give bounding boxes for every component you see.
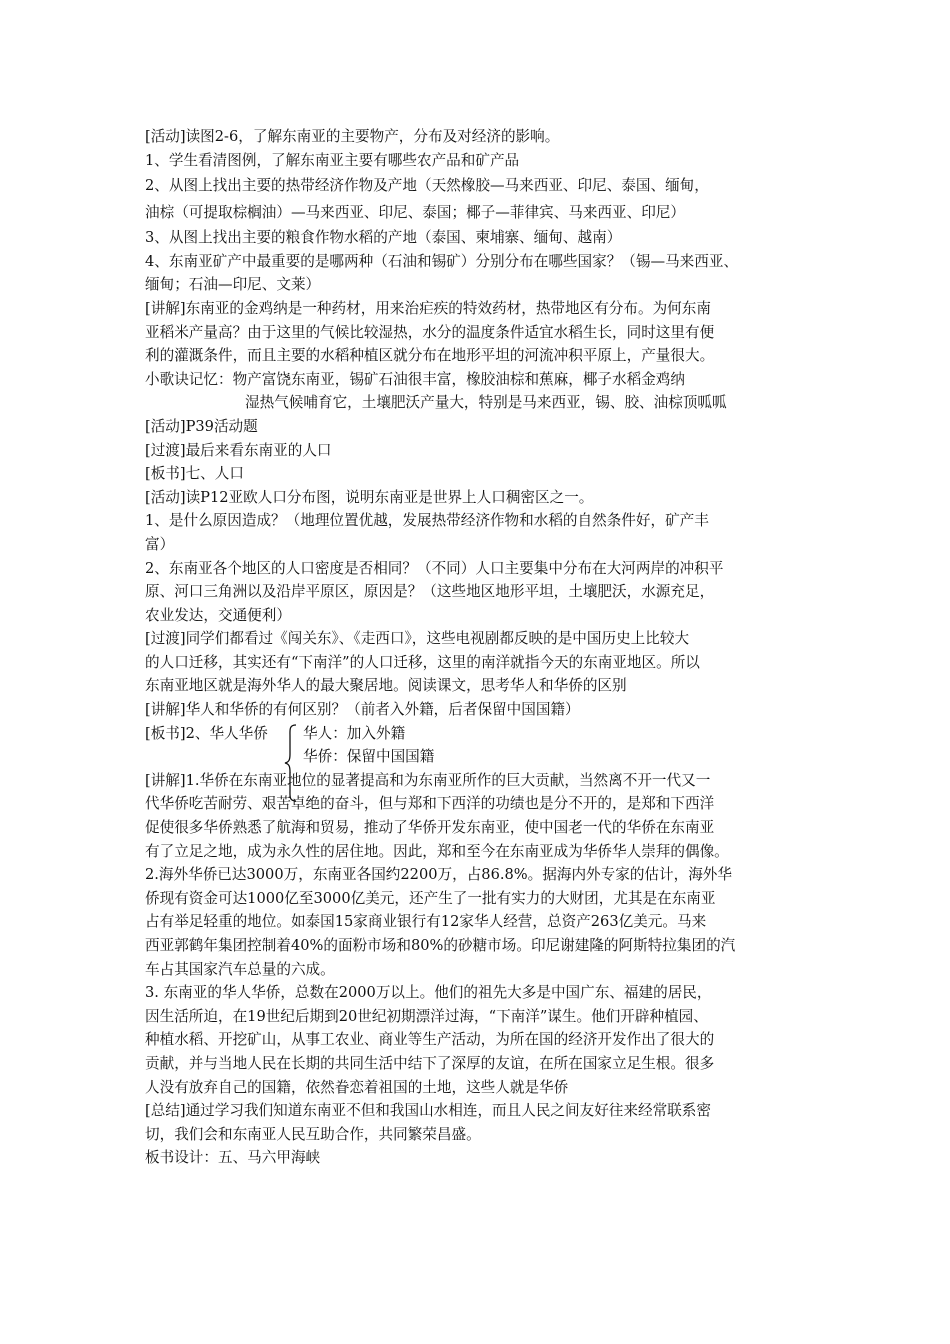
text-line: 板书设计：五、马六甲海峡 (145, 1149, 321, 1167)
text-line: [总结]通过学习我们知道东南亚不但和我国山水相连，而且人民之间友好往来经常联系密 (145, 1102, 711, 1120)
board-item-huaren: 华人：加入外籍 (303, 724, 406, 742)
text-line: 代华侨吃苦耐劳、艰苦卓绝的奋斗，但与郑和下西洋的功绩也是分不开的，是郑和下西洋 (145, 795, 715, 813)
text-line: 侨现有资金可达1000亿至3000亿美元，还产生了一批有实力的大财团，尤其是在东南亚 (145, 889, 716, 907)
curly-brace-icon (283, 724, 299, 802)
text-line: [活动]读P12亚欧人口分布图，说明东南亚是世界上人口稠密区之一。 (145, 488, 594, 506)
text-line: [活动]读图2-6，了解东南亚的主要物产，分布及对经济的影响。 (145, 128, 560, 145)
text-line: 油棕（可提取棕榈油）—马来西亚、印尼、泰国；椰子—菲律宾、马来西亚、印尼） (145, 204, 685, 222)
text-line: 1、是什么原因造成？（地理位置优越，发展热带经济作物和水稻的自然条件好，矿产丰 (145, 512, 709, 530)
mnemonic-line: 小歌诀记忆：物产富饶东南亚，锡矿石油很丰富，橡胶油棕和蕉麻，椰子水稻金鸡纳 (145, 370, 685, 388)
mnemonic-line: 湿热气候哺育它，土壤肥沃产量大，特别是马来西亚，锡、胶、油棕顶呱呱 (245, 394, 727, 412)
text-line: 3. 东南亚的华人华侨，总数在2000万以上。他们的祖先大多是中国广东、福建的居民， (145, 984, 712, 1002)
text-line: 促使很多华侨熟悉了航海和贸易，推动了华侨开发东南亚，使中国老一代的华侨在东南亚 (145, 819, 715, 837)
text-line: [板书]七、人口 (145, 465, 244, 483)
board-item-huaqiao: 华侨：保留中国国籍 (303, 748, 435, 766)
text-line: [活动]P39活动题 (145, 417, 258, 435)
text-line: 种植水稻、开挖矿山，从事工农业、商业等生产活动，为所在国的经济开发作出了很大的 (145, 1031, 715, 1049)
text-line: 富） (145, 535, 175, 553)
text-line: 有了立足之地，成为永久性的居住地。因此，郑和至今在东南亚成为华侨华人崇拜的偶像。 (145, 842, 729, 860)
text-line: 3、从图上找出主要的粮食作物水稻的产地（泰国、柬埔寨、缅甸、越南） (145, 229, 622, 247)
text-line: 4、东南亚矿产中最重要的是哪两种（石油和锡矿）分别分布在哪些国家？（锡—马来西亚、 (145, 252, 739, 270)
text-line: 贡献，并与当地人民在长期的共同生活中结下了深厚的友谊，在所在国家立足生根。很多 (145, 1054, 715, 1072)
text-line: [讲解]东南亚的金鸡纳是一种药材，用来治疟疾的特效药材，热带地区有分布。为何东南 (145, 299, 711, 317)
text-line: 人没有放弃自己的国籍，依然眷恋着祖国的土地，这些人就是华侨 (145, 1078, 569, 1096)
text-line: 农业发达，交通便利） (145, 606, 291, 624)
text-line: [过渡]同学们都看过《闯关东》、《走西口》，这些电视剧都反映的是中国历史上比较大 (145, 630, 690, 648)
text-line: 的人口迁移，其实还有“下南洋”的人口迁移，这里的南洋就指今天的东南亚地区。所以 (145, 653, 700, 671)
text-line: 2、东南亚各个地区的人口密度是否相同？（不同）人口主要集中分布在大河两岸的冲积平 (145, 559, 724, 577)
text-line: [过渡]最后来看东南亚的人口 (145, 441, 332, 459)
text-line: [讲解]华人和华侨的有何区别？（前者入外籍，后者保留中国国籍） (145, 701, 580, 719)
text-line: 车占其国家汽车总量的六成。 (145, 960, 335, 978)
text-line: 2、从图上找出主要的热带经济作物及产地（天然橡胶—马来西亚、印尼、泰国、缅甸， (145, 177, 709, 195)
text-line: [讲解]1.华侨在东南亚地位的显著提高和为东南亚所作的巨大贡献，当然离不开一代又一 (145, 771, 711, 789)
board-writing-block (145, 722, 815, 769)
text-line: 因生活所迫，在19世纪后期到20世纪初期漂洋过海，“下南洋”谋生。他们开辟种植园、 (145, 1007, 708, 1025)
text-line: 切，我们会和东南亚人民互助合作，共同繁荣昌盛。 (145, 1125, 481, 1143)
text-line: 原、河口三角洲以及沿岸平原区，原因是？（这些地区地形平坦，土壤肥沃，水源充足， (145, 583, 715, 601)
document-body (145, 125, 815, 1170)
text-line: 1、学生看清图例，了解东南亚主要有哪些农产品和矿产品 (145, 151, 520, 169)
text-line: 西亚郭鹤年集团控制着40%的面粉市场和80%的砂糖市场。印尼谢建隆的阿斯特拉集团的汽 (145, 937, 736, 954)
text-line: 占有举足轻重的地位。如泰国15家商业银行有12家华人经营，总资产263亿美元。马来 (145, 913, 707, 931)
board-label: [板书]2、华人华侨 (145, 724, 268, 742)
text-line: 东南亚地区就是海外华人的最大聚居地。阅读课文，思考华人和华侨的区别 (145, 677, 627, 695)
text-line: 2.海外华侨已达3000万，东南亚各国约2200万，占86.8%。据海内外专家的估计，海外华 (145, 866, 732, 884)
text-line: 亚稻米产量高？由于这里的气候比较湿热，水分的温度条件适宜水稻生长，同时这里有便 (145, 323, 715, 341)
text-line: 利的灌溉条件，而且主要的水稻种植区就分布在地形平坦的河流冲积平原上，产量很大。 (145, 347, 715, 365)
text-line: 缅甸；石油—印尼、文莱） (145, 276, 321, 294)
